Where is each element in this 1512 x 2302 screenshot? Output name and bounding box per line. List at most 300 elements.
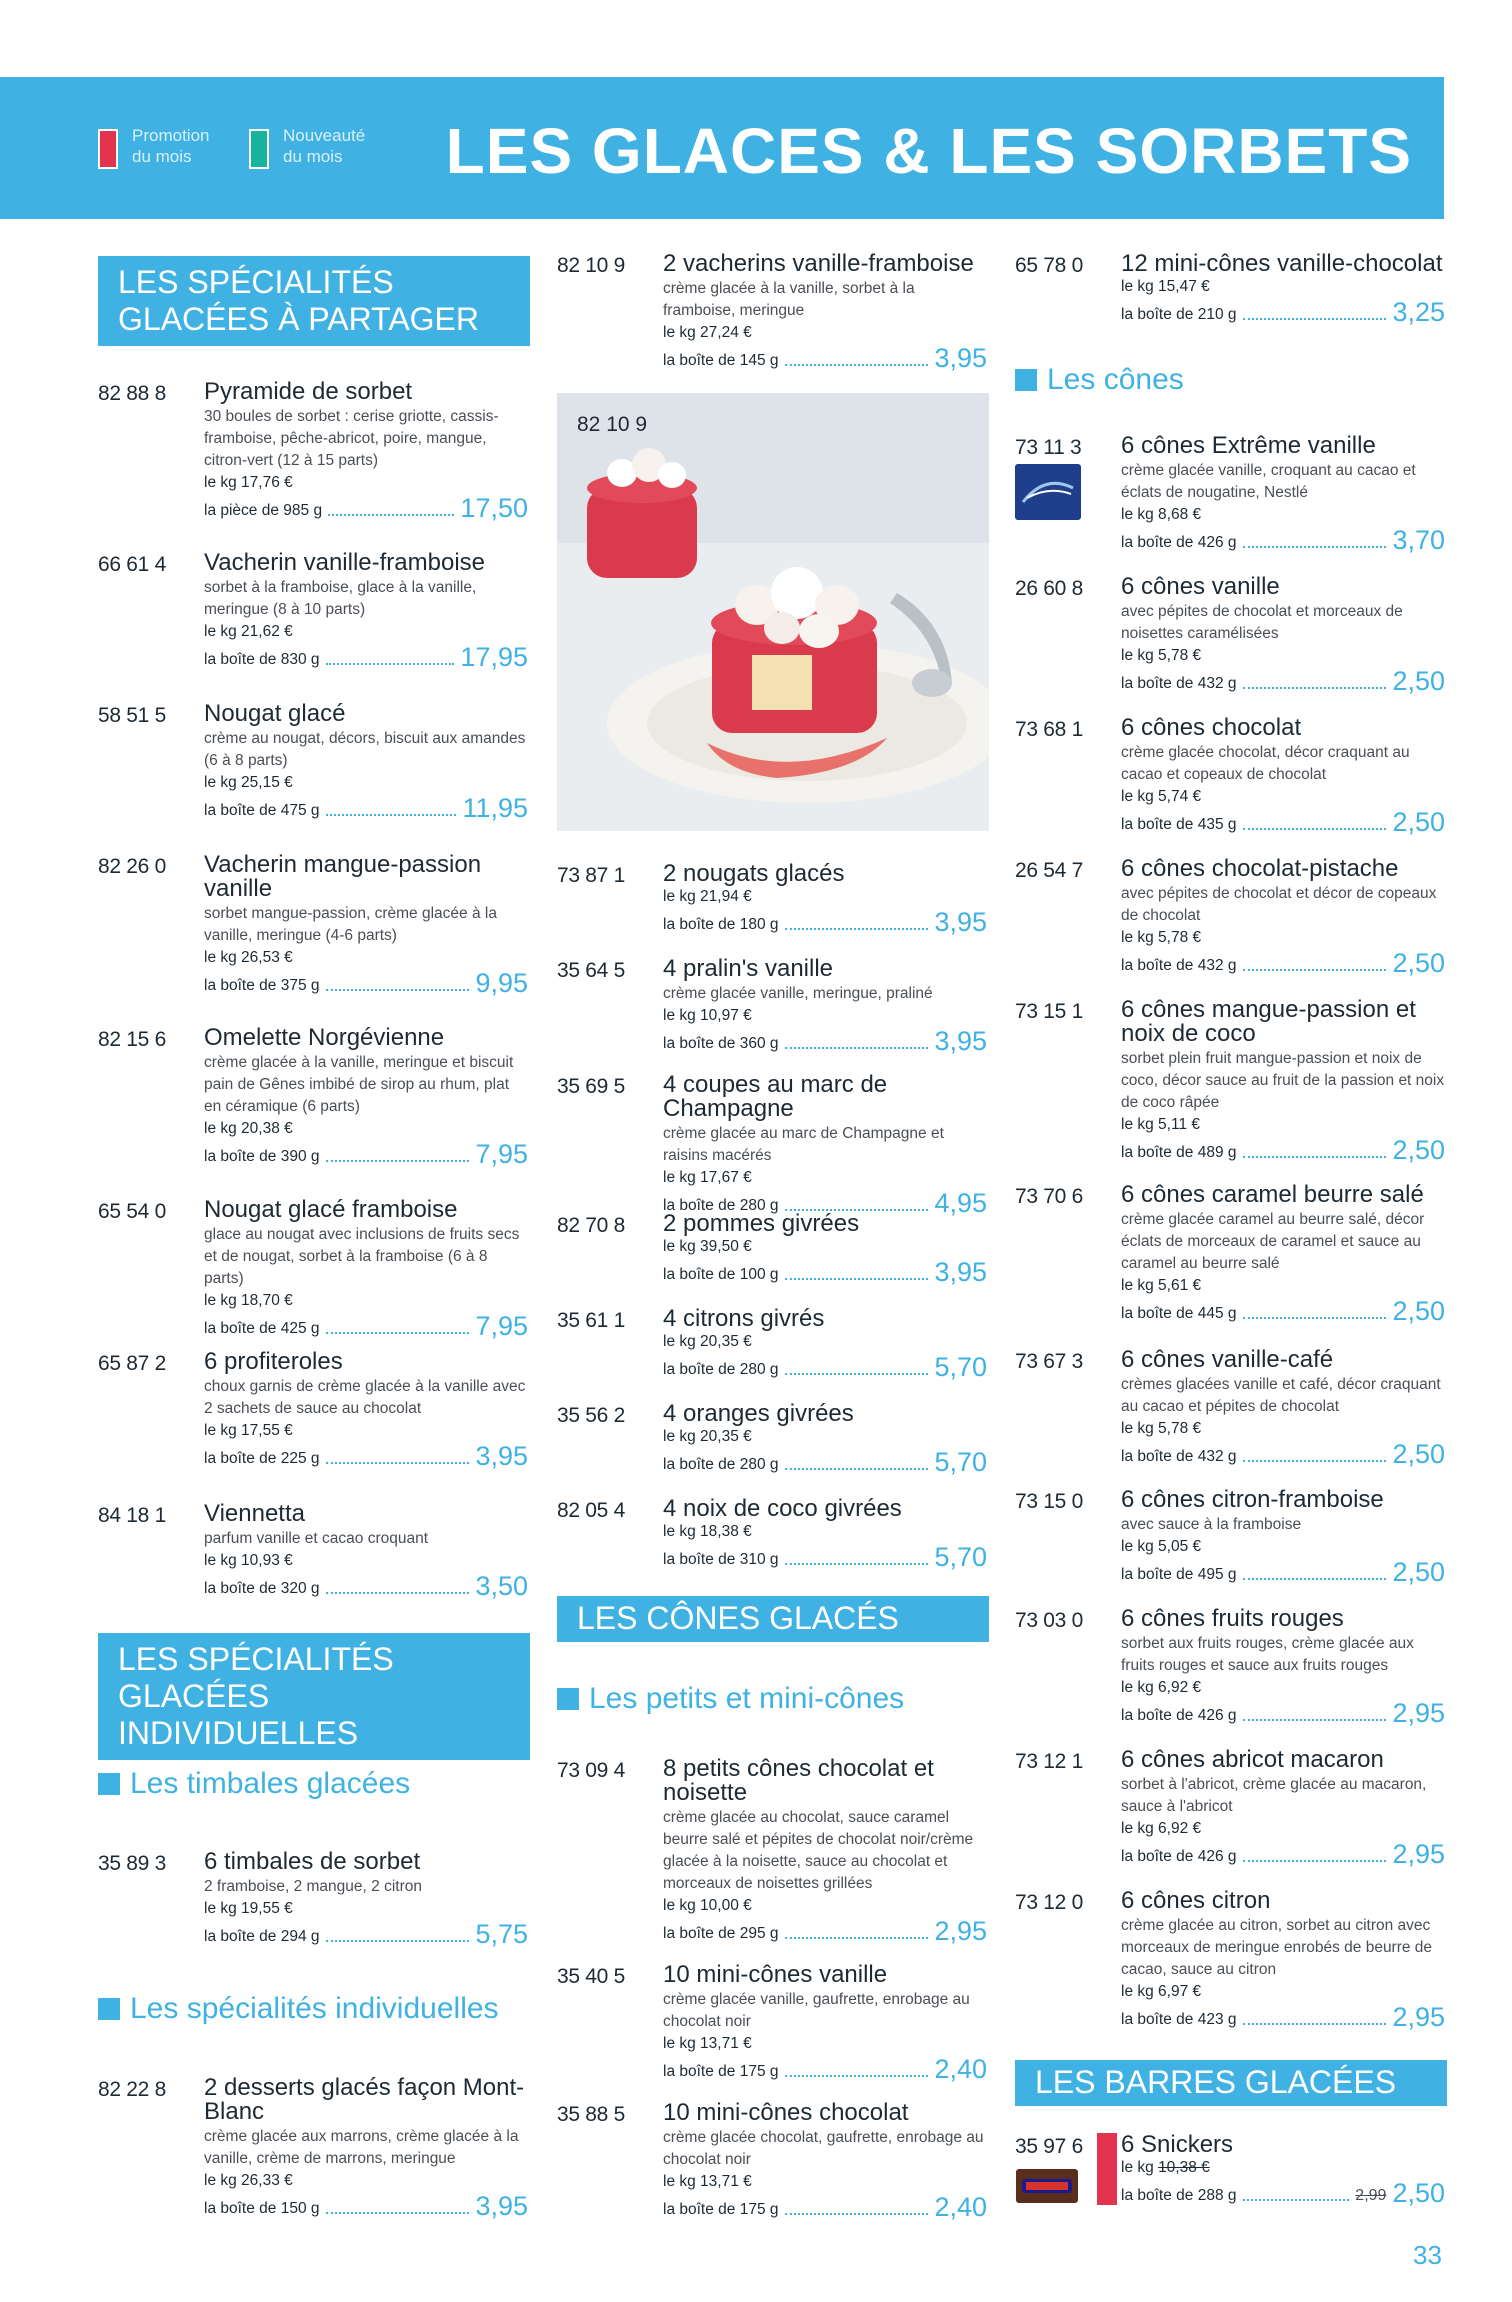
product-price-per-kg: le kg 27,24 €	[663, 324, 752, 341]
product-body	[204, 1850, 528, 1948]
dotted-leader	[328, 514, 454, 516]
product-name: 2 nougats glacés	[663, 860, 845, 887]
legend-nouveaute-label: Nouveauté du mois	[283, 126, 366, 166]
product-packaging-line	[204, 1920, 528, 1948]
product-body	[204, 1502, 528, 1600]
dotted-leader	[785, 1468, 929, 1470]
product-price: 2,50	[1392, 807, 1445, 837]
product-name: 4 oranges givrées	[663, 1400, 854, 1427]
dotted-leader	[785, 1563, 929, 1565]
product-packaging-line	[663, 2055, 987, 2083]
product-price: 9,95	[475, 968, 528, 998]
product-packaging-line	[204, 794, 528, 822]
product-packaging-line	[1121, 526, 1445, 554]
product-body	[663, 1307, 987, 1381]
product-price: 3,95	[934, 1026, 987, 1056]
product-price: 5,75	[475, 1919, 528, 1949]
product-name: 4 noix de coco givrées	[663, 1495, 902, 1522]
product-price: 17,50	[460, 493, 528, 523]
product-body	[663, 252, 987, 372]
product-price: 2,95	[1392, 1698, 1445, 1728]
product-code: 73 15 0	[1015, 1490, 1083, 1513]
product-description: sorbet à la framboise, glace à la vanille, meringue (8 à 10 parts)	[204, 579, 477, 618]
snickers-logo-icon	[1016, 2169, 1078, 2203]
product-body	[1121, 1348, 1445, 1468]
product-description: crème glacée au citron, sorbet au citron avec morceaux de meringue enrobés de beurre de cacao, sauce au citron	[1121, 1917, 1433, 1978]
product-name: 6 cônes Extrême vanille	[1121, 432, 1376, 459]
product-code: 82 22 8	[98, 2078, 166, 2101]
product-price-per-kg: le kg 5,78 €	[1121, 647, 1202, 664]
product-body	[1121, 1607, 1445, 1727]
product-code: 66 61 4	[98, 553, 166, 576]
dotted-leader	[1243, 546, 1387, 548]
product-price-per-kg: le kg 5,11 €	[1121, 1116, 1200, 1133]
page-header	[0, 77, 1444, 219]
product-description: crème glacée vanille, croquant au cacao et éclats de nougatine, Nestlé	[1121, 462, 1416, 501]
product-code: 35 89 3	[98, 1852, 166, 1875]
product-name: 2 desserts glacés façon Mont-Blanc	[204, 2074, 525, 2125]
product-packaging: la boîte de 425 g	[204, 1320, 320, 1337]
product-packaging-line	[1121, 1136, 1445, 1164]
product-packaging: la boîte de 432 g	[1121, 675, 1237, 692]
product-body	[1121, 1488, 1445, 1586]
product-description: crème glacée au marc de Champagne et raisins macérés	[663, 1125, 944, 1164]
product-price-per-kg: le kg 5,78 €	[1121, 1420, 1202, 1437]
product-body	[204, 2076, 528, 2220]
product-price: 7,95	[475, 1311, 528, 1341]
product-packaging: la boîte de 280 g	[663, 1361, 779, 1378]
product-body	[1121, 252, 1445, 326]
product-price: 2,40	[934, 2054, 987, 2084]
product-description: sorbet aux fruits rouges, crème glacée aux fruits rouges et sauce aux fruits rouges	[1121, 1635, 1414, 1674]
product-packaging: la boîte de 445 g	[1121, 1305, 1237, 1322]
product-packaging: la boîte de 180 g	[663, 916, 779, 933]
product-description: crème glacée aux marrons, crème glacée à la vanille, crème de marrons, meringue	[204, 2128, 519, 2167]
product-packaging-line	[1121, 1297, 1445, 1325]
product-description: avec pépites de chocolat et décor de copeaux de chocolat	[1121, 885, 1437, 924]
product-description: crème glacée vanille, meringue, praliné	[663, 985, 933, 1002]
product-code: 73 12 1	[1015, 1750, 1083, 1773]
product-code: 73 68 1	[1015, 718, 1083, 741]
product-packaging: la boîte de 390 g	[204, 1148, 320, 1165]
product-packaging-line	[663, 1027, 987, 1055]
product-packaging: la boîte de 435 g	[1121, 816, 1237, 833]
product-price-per-kg: le kg 26,53 €	[204, 949, 293, 966]
product-price: 2,40	[934, 2192, 987, 2222]
product-packaging: la boîte de 830 g	[204, 651, 320, 668]
product-code: 82 26 0	[98, 855, 166, 878]
product-body	[1121, 1748, 1445, 1868]
product-packaging: la boîte de 225 g	[204, 1450, 320, 1467]
product-body	[204, 1026, 528, 1168]
product-name: 8 petits cônes chocolat et noisette	[663, 1755, 934, 1806]
product-price: 3,70	[1392, 525, 1445, 555]
product-body	[1121, 857, 1445, 977]
product-code: 26 54 7	[1015, 859, 1083, 882]
product-body	[663, 862, 987, 936]
dotted-leader	[785, 364, 929, 366]
product-packaging: la boîte de 426 g	[1121, 1848, 1237, 1865]
product-name: 6 cônes citron	[1121, 1887, 1271, 1914]
product-description: crème glacée à la vanille, sorbet à la framboise, meringue	[663, 280, 915, 319]
product-packaging-line	[1121, 1440, 1445, 1468]
product-description: sorbet plein fruit mangue-passion et noix de coco, décor sauce au fruit de la passion et noix de coco râpée	[1121, 1050, 1445, 1111]
product-description: avec pépites de chocolat et morceaux de noisettes caramélisées	[1121, 603, 1403, 642]
product-price-per-kg: le kg 17,55 €	[204, 1422, 293, 1439]
product-name: 4 coupes au marc de Champagne	[663, 1071, 888, 1122]
product-packaging-line	[1121, 1699, 1445, 1727]
product-name: Nougat glacé framboise	[204, 1196, 458, 1223]
product-price-per-kg: le kg 25,15 €	[204, 774, 293, 791]
product-packaging-line	[1121, 949, 1445, 977]
dotted-leader	[1243, 1860, 1387, 1862]
product-price: 5,70	[934, 1352, 987, 1382]
dotted-leader	[785, 1937, 929, 1939]
product-packaging: la boîte de 294 g	[204, 1928, 320, 1945]
legend-promotion-label: Promotion du mois	[132, 126, 210, 166]
product-packaging-line	[663, 1917, 987, 1945]
product-packaging: la boîte de 100 g	[663, 1266, 779, 1283]
product-packaging: la boîte de 375 g	[204, 977, 320, 994]
product-name: Vacherin mangue-passion vanille	[204, 851, 482, 902]
product-name: 2 vacherins vanille-framboise	[663, 250, 974, 277]
product-code: 82 88 8	[98, 382, 166, 405]
product-packaging: la boîte de 489 g	[1121, 1144, 1237, 1161]
product-price-per-kg: le kg 15,47 €	[1121, 278, 1210, 295]
product-packaging-line	[1121, 667, 1445, 695]
dotted-leader	[785, 2213, 929, 2215]
product-packaging: la boîte de 288 g	[1121, 2187, 1237, 2204]
dotted-leader	[326, 814, 457, 816]
product-price: 3,95	[934, 907, 987, 937]
product-body	[1121, 575, 1445, 695]
product-code: 35 88 5	[557, 2103, 625, 2126]
product-price-per-kg: le kg 19,55 €	[204, 1900, 293, 1917]
product-code: 65 87 2	[98, 1352, 166, 1375]
product-name: 6 timbales de sorbet	[204, 1848, 421, 1875]
product-packaging-line	[1121, 808, 1445, 836]
product-price-per-kg: le kg 10,97 €	[663, 1007, 752, 1024]
dotted-leader	[785, 1373, 929, 1375]
product-price-per-kg: le kg 18,38 €	[663, 1523, 752, 1540]
dotted-leader	[326, 1592, 470, 1594]
product-name: Omelette Norgévienne	[204, 1024, 445, 1051]
product-price-per-kg: le kg 6,92 €	[1121, 1820, 1202, 1837]
product-code: 73 09 4	[557, 1759, 625, 1782]
product-name: 6 cônes fruits rouges	[1121, 1605, 1344, 1632]
product-packaging: la boîte de 310 g	[663, 1551, 779, 1568]
product-description: sorbet mangue-passion, crème glacée à la vanille, meringue (4-6 parts)	[204, 905, 497, 944]
photo-product-code: 82 10 9	[577, 413, 648, 436]
product-price-per-kg: le kg 39,50 €	[663, 1238, 752, 1255]
product-price: 3,50	[475, 1571, 528, 1601]
product-price: 2,50	[1392, 2178, 1445, 2208]
product-code: 73 15 1	[1015, 1000, 1083, 1023]
product-code: 35 40 5	[557, 1965, 625, 1988]
product-price-per-kg: le kg 5,61 €	[1121, 1277, 1202, 1294]
dotted-leader	[785, 1047, 929, 1049]
product-name: 6 Snickers	[1121, 2131, 1234, 2158]
dotted-leader	[1243, 687, 1387, 689]
nouveaute-swatch	[249, 129, 269, 169]
product-packaging: la boîte de 320 g	[204, 1580, 320, 1597]
product-name: 6 cônes chocolat-pistache	[1121, 855, 1399, 882]
dotted-leader	[326, 2212, 470, 2214]
product-packaging-line	[204, 1140, 528, 1168]
product-body	[1121, 1889, 1445, 2031]
product-name: 12 mini-cônes vanille-chocolat	[1121, 250, 1443, 277]
product-price-per-kg: le kg 20,35 €	[663, 1428, 752, 1445]
dotted-leader	[326, 663, 455, 665]
section-specialites-individuelles: LES SPÉCIALITÉS GLACÉES INDIVIDUELLES	[98, 1633, 530, 1760]
section-cones-glaces: LES CÔNES GLACÉS	[557, 1596, 989, 1642]
product-code: 73 03 0	[1015, 1609, 1083, 1632]
product-code: 84 18 1	[98, 1504, 166, 1527]
product-packaging: la boîte de 145 g	[663, 352, 779, 369]
snickers-thumbnail	[1016, 2169, 1078, 2203]
extreme-cone-thumbnail	[1015, 464, 1081, 520]
product-packaging: la boîte de 175 g	[663, 2201, 779, 2218]
product-price-per-kg: le kg 17,67 €	[663, 1169, 752, 1186]
dotted-leader	[1243, 1317, 1387, 1319]
product-description: crème glacée chocolat, gaufrette, enrobage au chocolat noir	[663, 2129, 984, 2168]
product-description: crème glacée à la vanille, meringue et biscuit pain de Gênes imbibé de sirop au rhum, plat en céramique (6 parts)	[204, 1054, 514, 1115]
product-price-per-kg: le kg 6,92 €	[1121, 1679, 1202, 1696]
subhead-petits-label: Les petits et mini-cônes	[589, 1682, 905, 1715]
product-body	[204, 853, 528, 997]
price-per-kg-label: le kg	[1121, 2159, 1154, 2176]
product-price: 5,70	[934, 1447, 987, 1477]
product-body	[1121, 1183, 1445, 1325]
product-price: 3,95	[475, 2191, 528, 2221]
product-packaging: la boîte de 432 g	[1121, 1448, 1237, 1465]
dotted-leader	[1243, 2023, 1387, 2025]
product-price-per-kg: le kg 21,94 €	[663, 888, 752, 905]
product-body	[663, 957, 987, 1055]
product-price-per-kg	[1121, 2157, 1445, 2179]
product-packaging-line	[1121, 1840, 1445, 1868]
product-packaging: la boîte de 280 g	[663, 1197, 779, 1214]
product-price: 2,95	[934, 1916, 987, 1946]
product-code: 35 64 5	[557, 959, 625, 982]
product-code: 26 60 8	[1015, 577, 1083, 600]
dotted-leader	[326, 1160, 470, 1162]
product-name: 6 cônes vanille-café	[1121, 1346, 1334, 1373]
product-packaging-line	[663, 344, 987, 372]
dotted-leader	[1243, 1460, 1387, 1462]
dotted-leader	[1243, 1719, 1387, 1721]
product-body	[204, 380, 528, 522]
product-description: parfum vanille et cacao croquant	[204, 1530, 429, 1547]
product-price: 7,95	[475, 1139, 528, 1169]
product-body	[663, 1212, 987, 1286]
product-price-per-kg: le kg 18,70 €	[204, 1292, 293, 1309]
product-price: 11,95	[462, 793, 528, 823]
subhead-cones	[1015, 363, 1184, 397]
promotion-marker	[1097, 2133, 1117, 2205]
section-specialites-partager: LES SPÉCIALITÉS GLACÉES À PARTAGER	[98, 256, 530, 346]
product-price: 2,50	[1392, 1296, 1445, 1326]
subhead-cones-label: Les cônes	[1047, 363, 1184, 396]
product-body	[1121, 434, 1445, 554]
product-price: 2,95	[1392, 1839, 1445, 1869]
product-code: 35 61 1	[557, 1309, 625, 1332]
product-code: 73 11 3	[1015, 436, 1082, 459]
product-packaging: la boîte de 280 g	[663, 1456, 779, 1473]
dotted-leader	[1243, 318, 1387, 320]
product-name: 4 citrons givrés	[663, 1305, 825, 1332]
product-name: 6 cônes caramel beurre salé	[1121, 1181, 1424, 1208]
product-description: crème au nougat, décors, biscuit aux amandes (6 à 8 parts)	[204, 730, 526, 769]
product-body	[1121, 2133, 1445, 2207]
product-name: 6 cônes abricot macaron	[1121, 1746, 1384, 1773]
product-price-per-kg: le kg 5,78 €	[1121, 929, 1202, 946]
subhead-specialites	[98, 1992, 499, 2026]
product-description: 30 boules de sorbet : cerise griotte, cassis-framboise, pêche-abricot, poire, mangue, citron-vert (12 à 15 parts)	[204, 408, 499, 469]
product-price: 3,95	[934, 1257, 987, 1287]
product-price-per-kg: le kg 21,62 €	[204, 623, 293, 640]
product-code: 73 67 3	[1015, 1350, 1083, 1373]
product-description: crème glacée au chocolat, sauce caramel beurre salé et pépites de chocolat noir/crème glacée à la noisette, sauce au chocolat et morceaux de noisettes grillées	[663, 1809, 974, 1892]
product-photo-vacherins	[557, 393, 989, 831]
product-packaging: la boîte de 423 g	[1121, 2011, 1237, 2028]
product-price-per-kg: le kg 13,71 €	[663, 2173, 752, 2190]
product-name: 10 mini-cônes vanille	[663, 1961, 888, 1988]
product-packaging-line	[204, 2192, 528, 2220]
product-body	[1121, 998, 1445, 1164]
product-body	[204, 551, 528, 671]
product-body	[663, 1497, 987, 1571]
subhead-square	[557, 1688, 579, 1710]
product-description: sorbet à l'abricot, crème glacée au macaron, sauce à l'abricot	[1121, 1776, 1427, 1815]
product-price: 2,50	[1392, 1135, 1445, 1165]
product-packaging-line	[204, 1572, 528, 1600]
product-price-per-kg: le kg 6,97 €	[1121, 1983, 1202, 2000]
vacherin-illustration	[557, 393, 989, 831]
product-price-per-kg: le kg 13,71 €	[663, 2035, 752, 2052]
product-name: 6 cônes chocolat	[1121, 714, 1302, 741]
product-description: choux garnis de crème glacée à la vanille avec 2 sachets de sauce au chocolat	[204, 1378, 526, 1417]
product-name: 6 cônes mangue-passion et noix de coco	[1121, 996, 1416, 1047]
product-price: 2,50	[1392, 1439, 1445, 1469]
product-code: 82 70 8	[557, 1214, 625, 1237]
product-price-per-kg: le kg 10,00 €	[663, 1897, 752, 1914]
product-price: 2,50	[1392, 1557, 1445, 1587]
product-price-per-kg: le kg 5,05 €	[1121, 1538, 1202, 1555]
product-packaging: la boîte de 426 g	[1121, 534, 1237, 551]
product-price-per-kg: le kg 10,93 €	[204, 1552, 293, 1569]
product-body	[204, 702, 528, 822]
product-name: Pyramide de sorbet	[204, 378, 413, 405]
product-packaging: la boîte de 432 g	[1121, 957, 1237, 974]
subhead-square	[98, 1773, 120, 1795]
product-description: crème glacée chocolat, décor craquant au cacao et copeaux de chocolat	[1121, 744, 1410, 783]
product-price: 4,95	[934, 1188, 987, 1218]
product-name: Nougat glacé	[204, 700, 346, 727]
product-name: Viennetta	[204, 1500, 305, 1527]
product-packaging: la boîte de 150 g	[204, 2200, 320, 2217]
extreme-logo-icon	[1015, 464, 1081, 520]
product-code: 82 15 6	[98, 1028, 166, 1051]
dotted-leader	[1243, 2199, 1350, 2201]
product-body	[204, 1350, 528, 1470]
product-packaging-line	[204, 643, 528, 671]
product-price-per-kg: le kg 26,33 €	[204, 2172, 293, 2189]
product-packaging-line	[1121, 298, 1445, 326]
product-price: 3,95	[475, 1441, 528, 1471]
product-body	[1121, 716, 1445, 836]
product-name: 6 profiteroles	[204, 1348, 343, 1375]
product-description: crème glacée vanille, gaufrette, enrobage au chocolat noir	[663, 1991, 970, 2030]
product-packaging: la pièce de 985 g	[204, 502, 323, 519]
product-description: avec sauce à la framboise	[1121, 1516, 1302, 1533]
product-price: 2,50	[1392, 666, 1445, 696]
product-name: 4 pralin's vanille	[663, 955, 834, 982]
subhead-timbales	[98, 1767, 410, 1801]
product-description: crèmes glacées vanille et café, décor craquant au cacao et pépites de chocolat	[1121, 1376, 1441, 1415]
product-name: 6 cônes vanille	[1121, 573, 1280, 600]
product-price-per-kg: le kg 20,38 €	[204, 1120, 293, 1137]
product-packaging-line	[1121, 1558, 1445, 1586]
product-code: 73 87 1	[557, 864, 625, 887]
product-code: 58 51 5	[98, 704, 166, 727]
product-packaging-line	[663, 908, 987, 936]
dotted-leader	[1243, 1156, 1387, 1158]
product-price-per-kg: le kg 17,76 €	[204, 474, 293, 491]
product-description: glace au nougat avec inclusions de fruits secs et de nougat, sorbet à la framboise (6 à 8 parts)	[204, 1226, 520, 1287]
product-name: Vacherin vanille-framboise	[204, 549, 486, 576]
product-packaging-line	[663, 1258, 987, 1286]
product-packaging: la boîte de 295 g	[663, 1925, 779, 1942]
dotted-leader	[1243, 1578, 1387, 1580]
product-packaging: la boîte de 426 g	[1121, 1707, 1237, 1724]
product-price: 5,70	[934, 1542, 987, 1572]
product-packaging-line	[1121, 2179, 1445, 2207]
product-packaging-line	[663, 1448, 987, 1476]
product-name: 6 cônes citron-framboise	[1121, 1486, 1384, 1513]
product-code: 35 56 2	[557, 1404, 625, 1427]
product-price: 3,25	[1392, 297, 1445, 327]
product-description: crème glacée caramel au beurre salé, décor éclats de morceaux de caramel et sauce au caramel au beurre salé	[1121, 1211, 1425, 1272]
product-body	[663, 2101, 987, 2221]
product-packaging: la boîte de 475 g	[204, 802, 320, 819]
product-packaging: la boîte de 210 g	[1121, 306, 1237, 323]
product-price: 17,95	[460, 642, 528, 672]
product-packaging-line	[1121, 2003, 1445, 2031]
subhead-petits-mini-cones	[557, 1682, 904, 1716]
dotted-leader	[326, 989, 470, 991]
product-packaging-line	[663, 1353, 987, 1381]
product-price-per-kg: le kg 8,68 €	[1121, 506, 1202, 523]
product-code: 65 54 0	[98, 1200, 166, 1223]
product-packaging: la boîte de 360 g	[663, 1035, 779, 1052]
product-name: 2 pommes givrées	[663, 1210, 860, 1237]
product-packaging-line	[204, 494, 528, 522]
dotted-leader	[326, 1462, 470, 1464]
product-packaging-line	[204, 1312, 528, 1340]
dotted-leader	[326, 1940, 470, 1942]
product-price: 3,95	[934, 343, 987, 373]
dotted-leader	[326, 1332, 470, 1334]
product-packaging: la boîte de 495 g	[1121, 1566, 1237, 1583]
dotted-leader	[785, 928, 929, 930]
subhead-square	[1015, 369, 1037, 391]
dotted-leader	[785, 2075, 929, 2077]
dotted-leader	[1243, 969, 1387, 971]
product-code: 73 12 0	[1015, 1891, 1083, 1914]
product-packaging-line	[204, 969, 528, 997]
price-per-kg-old: 10,38 €	[1158, 2159, 1210, 2176]
